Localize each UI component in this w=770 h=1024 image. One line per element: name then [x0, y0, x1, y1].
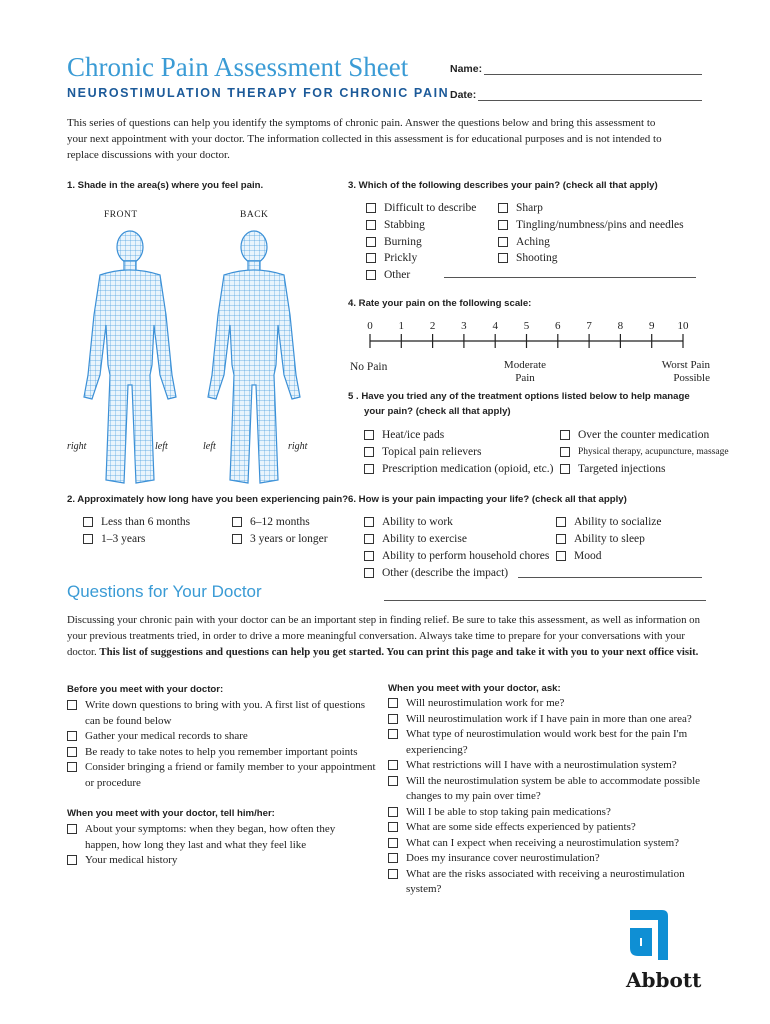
list-item[interactable]: Gather your medical records to share	[67, 729, 377, 745]
back-body-figure[interactable]	[208, 231, 300, 483]
checkbox[interactable]	[364, 430, 374, 440]
intro-text: This series of questions can help you identify the symptoms of chronic pain. Answer the questions below and bring this assessment to your next appointment with your doctor. The information collected in this assessment is for educational purposes and is not intended to replace discussions with your doctor.	[67, 117, 662, 161]
list-item[interactable]: Will the neurostimulation system be able to accommodate possible changes to my pain over time?	[388, 774, 713, 805]
q3-option[interactable]: Prickly	[366, 249, 417, 266]
list-item[interactable]: Be ready to take notes to help you remember important points	[67, 745, 377, 761]
date-label: Date:	[450, 89, 477, 101]
q3-option[interactable]: Stabbing	[366, 216, 425, 233]
list-item[interactable]: Does my insurance cover neurostimulation?	[388, 851, 713, 867]
scale-number: 5	[523, 320, 530, 332]
before-heading: Before you meet with your doctor:	[67, 684, 224, 695]
list-item[interactable]: What type of neurostimulation would work best for the pain I'm experiencing?	[388, 727, 713, 758]
q5-option[interactable]: Over the counter medication	[560, 426, 709, 443]
tell-list	[67, 822, 365, 869]
checkbox[interactable]	[556, 534, 566, 544]
checkbox[interactable]	[556, 551, 566, 561]
q6-other-field-2[interactable]	[384, 600, 706, 601]
checkbox[interactable]	[364, 568, 374, 578]
q2-heading: 2. Approximately how long have you been experiencing pain?	[67, 494, 349, 505]
checkbox[interactable]	[560, 430, 570, 440]
q5-heading: 5 . Have you tried any of the treatment options listed below to help manage	[348, 391, 690, 402]
q5-option[interactable]: Targeted injections	[560, 460, 665, 477]
brand-name: Abbott	[626, 968, 702, 992]
list-item[interactable]: Will I be able to stop taking pain medications?	[388, 805, 713, 821]
abbott-logo-icon	[626, 906, 672, 964]
list-item[interactable]: What are some side effects experienced by patients?	[388, 820, 713, 836]
q6-option[interactable]: Ability to work	[364, 513, 453, 530]
q2-option[interactable]: 6–12 months	[232, 513, 310, 530]
q6-other-field[interactable]	[518, 577, 702, 578]
checkbox[interactable]	[560, 447, 570, 457]
checkbox[interactable]	[83, 534, 93, 544]
q5-option[interactable]: Physical therapy, acupuncture, massage	[560, 443, 729, 460]
section-intro: Discussing your chronic pain with your doctor can be an important step in finding relief. Be sure to take this assessment, as well as information on your previous treatments tried, in order to drive a more meaningful conversation. Always take time to prepare for your conversations with your doctor. This list of suggestions and questions can help you get started. You can print this page and take it with you to your next office visit.	[67, 614, 700, 658]
q5-option[interactable]: Heat/ice pads	[364, 426, 444, 443]
scale-number: 2	[429, 320, 436, 332]
checkbox[interactable]	[364, 464, 374, 474]
checkbox[interactable]	[388, 853, 398, 863]
scale-number: 10	[677, 320, 689, 332]
checkbox[interactable]	[388, 822, 398, 832]
scale-number: 8	[617, 320, 624, 332]
body-diagram[interactable]	[70, 225, 330, 485]
checkbox[interactable]	[388, 729, 398, 739]
list-item[interactable]: Write down questions to bring with you. A first list of questions can be found below	[67, 698, 377, 729]
list-item[interactable]: Your medical history	[67, 853, 365, 869]
checkbox[interactable]	[366, 270, 376, 280]
checkbox[interactable]	[364, 517, 374, 527]
list-item[interactable]: Consider bringing a friend or family member to your appointment or procedure	[67, 760, 377, 791]
list-item[interactable]: What are the risks associated with receiving a neurostimulation system?	[388, 867, 713, 898]
front-left-label: left	[155, 441, 168, 452]
tell-heading: When you meet with your doctor, tell him/her:	[67, 808, 275, 819]
scale-number: 9	[648, 320, 655, 332]
q3-option[interactable]: Shooting	[498, 249, 558, 266]
scale-number: 0	[367, 320, 373, 332]
q6-option[interactable]: Mood	[556, 547, 601, 564]
q6-option[interactable]: Ability to socialize	[556, 513, 662, 530]
checkbox[interactable]	[388, 698, 398, 708]
checkbox[interactable]	[364, 534, 374, 544]
checkbox[interactable]	[67, 824, 77, 834]
q6-option[interactable]: Ability to exercise	[364, 530, 467, 547]
checkbox[interactable]	[364, 447, 374, 457]
scale-mid-label: Moderate Pain	[503, 359, 547, 384]
front-body-figure[interactable]	[84, 231, 176, 483]
checkbox[interactable]	[388, 807, 398, 817]
scale-low-label: No Pain	[350, 360, 388, 373]
section-title: Questions for Your Doctor	[67, 582, 262, 601]
q2-option[interactable]: 3 years or longer	[232, 530, 328, 547]
name-field[interactable]	[484, 74, 702, 75]
front-right-label: right	[67, 441, 87, 452]
checkbox[interactable]	[556, 517, 566, 527]
checkbox[interactable]	[388, 760, 398, 770]
q3-option[interactable]: Aching	[498, 233, 550, 250]
checkbox[interactable]	[498, 220, 508, 230]
back-label: BACK	[240, 210, 269, 220]
before-list	[67, 698, 377, 791]
q6-option[interactable]: Ability to perform household chores	[364, 547, 549, 564]
q3-heading: 3. Which of the following describes your pain? (check all that apply)	[348, 180, 658, 191]
q2-option[interactable]: Less than 6 months	[83, 513, 190, 530]
list-item[interactable]: Will neurostimulation work for me?	[388, 696, 713, 712]
scale-high-label: Worst Pain Possible	[661, 359, 710, 384]
checkbox[interactable]	[498, 253, 508, 263]
q2-option[interactable]: 1–3 years	[83, 530, 145, 547]
page-title: Chronic Pain Assessment Sheet	[67, 52, 409, 82]
checkbox[interactable]	[67, 855, 77, 865]
checkbox[interactable]	[232, 517, 242, 527]
checkbox[interactable]	[366, 237, 376, 247]
checkbox[interactable]	[67, 700, 77, 710]
checkbox[interactable]	[498, 237, 508, 247]
front-label: FRONT	[104, 210, 138, 220]
scale-number: 6	[555, 320, 561, 332]
list-item[interactable]: Will neurostimulation work if I have pain in more than one area?	[388, 712, 713, 728]
checkbox[interactable]	[364, 551, 374, 561]
name-label: Name:	[450, 63, 483, 75]
scale-number: 3	[461, 320, 467, 332]
q3-other-field[interactable]	[444, 277, 696, 278]
scale-number: 7	[586, 320, 592, 332]
q6-heading: 6. How is your pain impacting your life? (check all that apply)	[348, 494, 627, 505]
q1-heading: 1. Shade in the area(s) where you feel pain.	[67, 180, 264, 191]
list-item[interactable]: What restrictions will I have with a neurostimulation system?	[388, 758, 713, 774]
q3-option[interactable]: Difficult to describe	[366, 199, 476, 216]
checkbox[interactable]	[232, 534, 242, 544]
checkbox[interactable]	[388, 714, 398, 724]
page-subtitle: NEUROSTIMULATION THERAPY FOR CHRONIC PAIN	[67, 86, 450, 100]
back-left-label: left	[203, 441, 216, 452]
checkbox[interactable]	[67, 731, 77, 741]
checkbox[interactable]	[388, 838, 398, 848]
checkbox[interactable]	[366, 220, 376, 230]
q3-option[interactable]: Burning	[366, 233, 422, 250]
checkbox[interactable]	[67, 762, 77, 772]
q5-heading-2: your pain? (check all that apply)	[364, 406, 511, 417]
q3-option-other[interactable]: Other	[366, 266, 410, 283]
list-item[interactable]: About your symptoms: when they began, how often they happen, how long they last and what they feel like	[67, 822, 365, 853]
q5-option[interactable]: Prescription medication (opioid, etc.)	[364, 460, 554, 477]
pain-scale[interactable]	[360, 331, 700, 351]
checkbox[interactable]	[67, 747, 77, 757]
checkbox[interactable]	[366, 253, 376, 263]
q6-option-other[interactable]: Other (describe the impact)	[364, 564, 508, 581]
checkbox[interactable]	[388, 776, 398, 786]
q5-option[interactable]: Topical pain relievers	[364, 443, 481, 460]
checkbox[interactable]	[388, 869, 398, 879]
q6-option[interactable]: Ability to sleep	[556, 530, 645, 547]
date-field[interactable]	[478, 100, 702, 101]
ask-heading: When you meet with your doctor, ask:	[388, 683, 561, 694]
back-right-label: right	[288, 441, 308, 452]
scale-number: 4	[492, 320, 498, 332]
q4-heading: 4. Rate your pain on the following scale:	[348, 298, 532, 309]
scale-number: 1	[398, 320, 405, 332]
checkbox[interactable]	[560, 464, 570, 474]
ask-list	[388, 696, 713, 898]
list-item[interactable]: What can I expect when receiving a neurostimulation system?	[388, 836, 713, 852]
checkbox[interactable]	[498, 203, 508, 213]
checkbox[interactable]	[366, 203, 376, 213]
q3-option[interactable]: Tingling/numbness/pins and needles	[498, 216, 684, 233]
checkbox[interactable]	[83, 517, 93, 527]
q3-option[interactable]: Sharp	[498, 199, 543, 216]
